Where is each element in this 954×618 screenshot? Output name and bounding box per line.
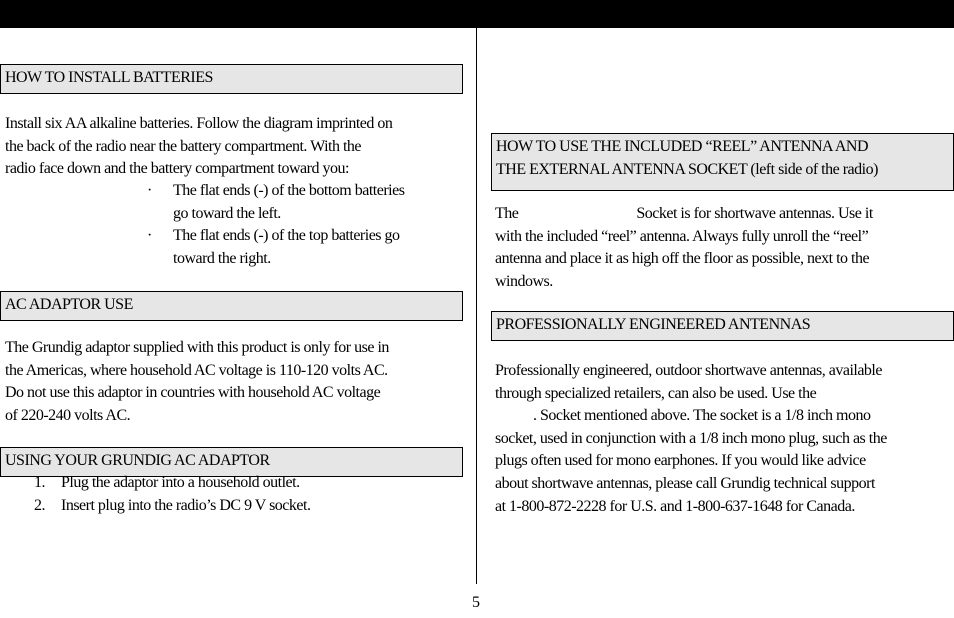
text-line: The flat ends (-) of the bottom batteries xyxy=(173,182,405,199)
adaptor-paragraph xyxy=(5,337,389,427)
text-line: plugs often used for mono earphones. If you would like advice xyxy=(495,452,866,470)
heading-text: HOW TO INSTALL BATTERIES xyxy=(5,69,213,86)
heading-text: USING YOUR GRUNDIG AC ADAPTOR xyxy=(5,452,270,469)
page-number: 5 xyxy=(472,594,480,611)
heading-text: HOW TO USE THE INCLUDED “REEL” ANTENNA AND xyxy=(496,138,869,155)
numbered-step xyxy=(34,472,300,495)
text-line: Do not use this adaptor in countries with household AC voltage xyxy=(5,384,381,402)
text-line: about shortwave antennas, please call Grundig technical support xyxy=(495,474,875,492)
text-line: Professionally engineered, outdoor shortwave antennas, available xyxy=(495,362,882,379)
text-line: toward the right. xyxy=(173,249,271,267)
text-line xyxy=(495,405,887,428)
text-line: go toward the left. xyxy=(173,204,281,222)
text-fragment: The xyxy=(495,205,519,222)
bullet-text xyxy=(173,180,404,225)
antenna-paragraph xyxy=(495,203,873,293)
bullet-dot: · xyxy=(147,182,152,199)
bullet-item xyxy=(147,225,457,271)
text-line: antenna and place it as high off the floor as possible, next to the xyxy=(495,250,870,268)
text-line: with the included “reel” antenna. Always fully unroll the “reel” xyxy=(495,227,869,245)
text-line: the Americas, where household AC voltage is 110-120 volts AC. xyxy=(5,361,388,379)
text-line: The Grundig adaptor supplied with this product is only for use in xyxy=(5,339,389,356)
column-divider xyxy=(476,28,477,584)
text-line: through specialized retailers, can also be used. Use the xyxy=(495,384,817,402)
text-fragment: . Socket mentioned above. The socket is a 1/8 inch mono xyxy=(533,407,871,425)
step-text: Plug the adaptor into a household outlet. xyxy=(61,474,300,491)
text-line: radio face down and the battery compartment toward you: xyxy=(5,160,349,178)
bullet-item xyxy=(147,180,457,226)
heading-text: PROFESSIONALLY ENGINEERED ANTENNAS xyxy=(496,316,811,333)
numbered-step xyxy=(34,495,310,518)
text-line: windows. xyxy=(495,272,553,290)
text-line: at 1-800-872-2228 for U.S. and 1-800-637-1648 for Canada. xyxy=(495,497,855,515)
text-line: the back of the radio near the battery compartment. With the xyxy=(5,137,362,155)
text-line: of 220-240 volts AC. xyxy=(5,406,131,424)
batteries-paragraph xyxy=(5,113,392,181)
heading-text: THE EXTERNAL ANTENNA SOCKET (left side of the radio) xyxy=(496,161,878,178)
section-heading-batteries xyxy=(0,64,463,94)
professional-paragraph xyxy=(495,360,887,518)
section-heading-reel-antenna xyxy=(491,133,954,191)
text-line xyxy=(495,203,873,226)
bullet-dot: · xyxy=(147,227,152,244)
bullet-text xyxy=(173,225,400,270)
section-heading-ac-adaptor xyxy=(0,291,463,321)
text-line: The flat ends (-) of the top batteries go xyxy=(173,227,400,244)
step-number: 2. xyxy=(34,497,45,514)
text-fragment: Socket is for shortwave antennas. Use it xyxy=(636,205,873,222)
text-line: Install six AA alkaline batteries. Follow the diagram imprinted on xyxy=(5,115,393,132)
section-heading-professional-antennas xyxy=(491,311,954,341)
heading-text: AC ADAPTOR USE xyxy=(5,296,133,313)
top-black-bar xyxy=(0,0,954,28)
step-number: 1. xyxy=(34,474,45,491)
text-line: socket, used in conjunction with a 1/8 inch mono plug, such as the xyxy=(495,429,887,447)
step-text: Insert plug into the radio’s DC 9 V socket. xyxy=(61,497,311,514)
